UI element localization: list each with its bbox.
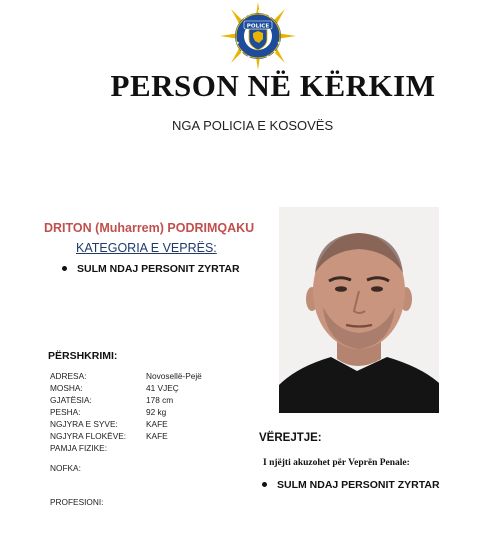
suspect-photo — [279, 207, 439, 413]
accused-statement: I njëjti akuzohet për Veprën Penale: — [263, 458, 410, 468]
field-label-address: ADRESA: — [50, 371, 87, 381]
remarks-offense-list-item — [262, 479, 440, 491]
field-label-weight: PESHA: — [50, 407, 81, 417]
category-label: KATEGORIA E VEPRËS: — [76, 241, 217, 255]
logo-badge-text: POLICE — [246, 23, 270, 30]
field-label-hair-color: NGJYRA FLOKËVE: — [50, 431, 127, 441]
field-value-eye-color: KAFE — [146, 419, 168, 429]
page-subtitle: NGA POLICIA E KOSOVËS — [172, 118, 334, 133]
svg-text:★: ★ — [240, 49, 244, 54]
field-label-nickname: NOFKA: — [50, 463, 81, 473]
field-value-address: Novosellë-Pejë — [146, 371, 202, 381]
field-label-height: GJATËSIA: — [50, 395, 92, 405]
field-value-weight: 92 kg — [146, 407, 167, 417]
svg-text:★: ★ — [247, 54, 251, 59]
logo-arc-text: KOSOVO — [241, 8, 275, 21]
offense-text: SULM NDAJ PERSONIT ZYRTAR — [77, 263, 240, 275]
field-label-eye-color: NGJYRA E SYVE: — [50, 419, 118, 429]
offense-list-item — [62, 263, 240, 275]
remarks-offense-text: SULM NDAJ PERSONIT ZYRTAR — [277, 479, 440, 491]
description-heading: PËRSHKRIMI: — [48, 350, 118, 362]
svg-text:★: ★ — [273, 49, 277, 54]
page-title: PERSON NË KËRKIM — [110, 68, 436, 103]
bullet-icon — [262, 482, 267, 487]
field-label-physical-appearance: PAMJA FIZIKE: — [50, 443, 108, 453]
bullet-icon — [62, 266, 67, 271]
remarks-heading: VËREJTJE: — [259, 432, 322, 444]
svg-text:★: ★ — [266, 54, 270, 59]
svg-text:★: ★ — [277, 40, 281, 45]
field-label-profession: PROFESIONI: — [50, 497, 104, 507]
field-value-hair-color: KAFE — [146, 431, 168, 441]
field-value-height: 178 cm — [146, 395, 174, 405]
kosovo-police-logo — [220, 2, 296, 70]
field-value-age: 41 VJEÇ — [146, 383, 179, 393]
person-name: DRITON (Muharrem) PODRIMQAKU — [44, 221, 255, 235]
field-label-age: MOSHA: — [50, 383, 83, 393]
svg-text:★: ★ — [236, 40, 240, 45]
